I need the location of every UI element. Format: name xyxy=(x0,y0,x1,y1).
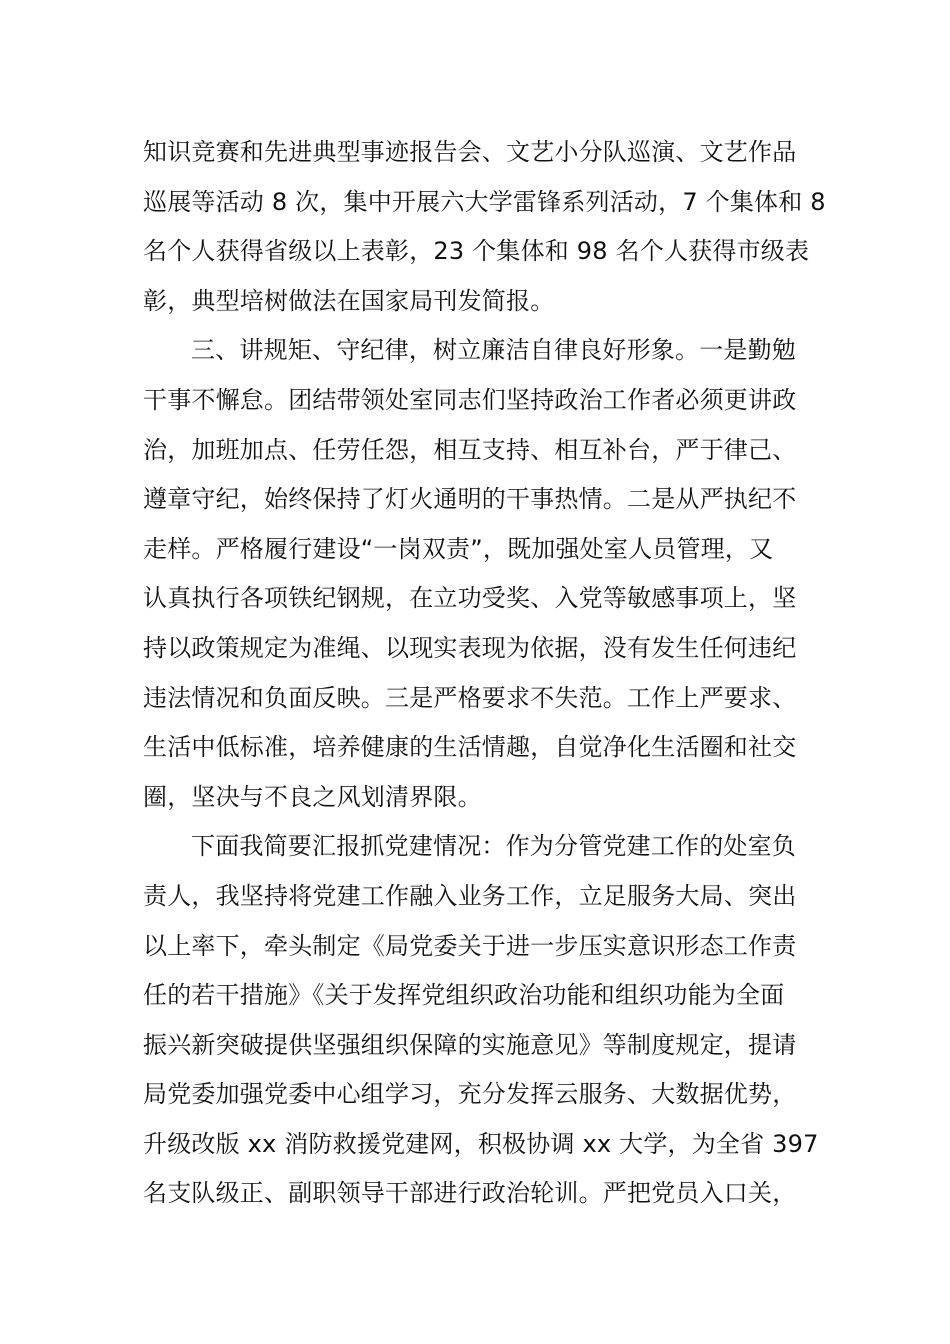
text-line: 生活中低标准，培养健康的生活情趣，自觉净化生活圈和社交 xyxy=(143,733,797,762)
text-line: 以上率下，牵头制定《局党委关于进一步压实意识形态工作责 xyxy=(143,931,797,960)
text-line: 振兴新突破提供坚强组织保障的实施意见》等制度规定，提请 xyxy=(143,1030,797,1059)
text-line: 持以政策规定为准绳、以现实表现为依据，没有发生任何违纪 xyxy=(143,633,797,662)
text-line: 认真执行各项铁纪钢规，在立功受奖、入党等敏感事项上，坚 xyxy=(143,584,797,613)
paragraph-start-line: 下面我简要汇报抓党建情况：作为分管党建工作的处室负 xyxy=(191,832,796,861)
text-line: 知识竞赛和先进典型事迹报告会、文艺小分队巡演、文艺作品 xyxy=(143,138,797,166)
text-line: 升级改版 xx 消防救援党建网，积极协调 xx 大学，为全省 397 xyxy=(143,1129,819,1158)
text-line: 彰，典型培树做法在国家局刊发简报。 xyxy=(143,286,555,315)
text-line: 名个人获得省级以上表彰，23 个集体和 98 名个人获得市级表 xyxy=(143,237,810,266)
text-line: 任的若干措施》《关于发挥党组织政治功能和组织功能为全面 xyxy=(143,981,785,1010)
text-line: 名支队级正、副职领导干部进行政治轮训。严把党员入口关， xyxy=(143,1179,797,1208)
text-line: 走样。严格履行建设“一岗双责”，既加强处室人员管理，又 xyxy=(143,534,774,563)
text-line: 遵章守纪，始终保持了灯火通明的干事热情。二是从严执纪不 xyxy=(143,485,797,514)
text-line: 责人，我坚持将党建工作融入业务工作，立足服务大局、突出 xyxy=(143,881,797,910)
text-line: 局党委加强党委中心组学习，充分发挥云服务、大数据优势， xyxy=(143,1080,797,1109)
document-body xyxy=(143,128,826,1219)
text-line: 圈，坚决与不良之风划清界限。 xyxy=(143,782,482,811)
text-line: 干事不懈怠。团结带领处室同志们坚持政治工作者必须更讲政 xyxy=(143,385,797,414)
text-line: 违法情况和负面反映。三是严格要求不失范。工作上严要求、 xyxy=(143,683,797,712)
paragraph-start-line: 三、讲规矩、守纪律，树立廉洁自律良好形象。一是勤勉 xyxy=(191,336,796,365)
text-line: 治，加班加点、任劳任怨，相互支持、相互补台，严于律己、 xyxy=(143,435,797,464)
text-line: 巡展等活动 8 次，集中开展六大学雷锋系列活动，7 个集体和 8 xyxy=(143,187,826,216)
